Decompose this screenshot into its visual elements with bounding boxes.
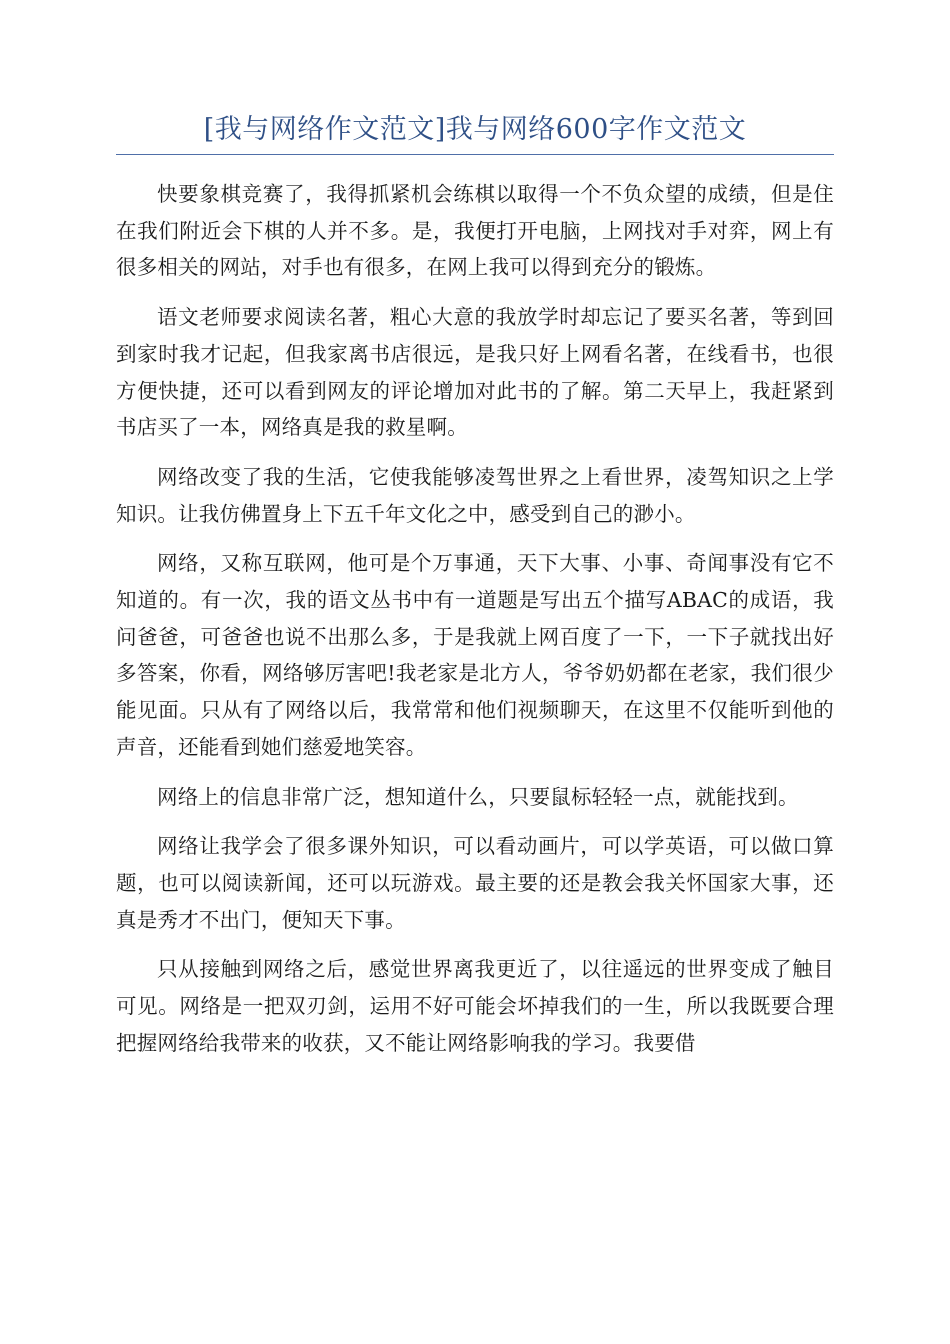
document-body xyxy=(116,176,834,1074)
paragraph: 网络，又称互联网，他可是个万事通，天下大事、小事、奇闻事没有它不知道的。有一次，我的语文丛书中有一道题是写出五个描写ABAC的成语，我问爸爸，可爸爸也说不出那么多，于是我就上网百度了一下，一下子就找出好多答案，你看，网络够厉害吧!我老家是北方人，爷爷奶奶都在老家，我们很少能见面。只从有了网络以后，我常常和他们视频聊天，在这里不仅能听到他的声音，还能看到她们慈爱地笑容。 xyxy=(116,551,834,759)
document-title: [我与网络作文范文]我与网络600字作文范文 xyxy=(203,114,747,145)
title-underline xyxy=(116,154,834,155)
paragraph: 网络上的信息非常广泛，想知道什么，只要鼠标轻轻一点，就能找到。 xyxy=(157,784,799,809)
paragraph: 快要象棋竞赛了，我得抓紧机会练棋以取得一个不负众望的成绩，但是住在我们附近会下棋的人并不多。是，我便打开电脑，上网找对手对弈，网上有很多相关的网站，对手也有很多，在网上我可以得到充分的锻炼。 xyxy=(116,182,834,280)
paragraph: 网络让我学会了很多课外知识，可以看动画片，可以学英语，可以做口算题，也可以阅读新闻，还可以玩游戏。最主要的还是教会我关怀国家大事，还真是秀才不出门，便知天下事。 xyxy=(116,834,834,932)
paragraph: 语文老师要求阅读名著，粗心大意的我放学时却忘记了要买名著，等到回到家时我才记起，但我家离书店很远，是我只好上网看名著，在线看书，也很方便快捷，还可以看到网友的评论增加对此书的了解。第二天早上，我赶紧到书店买了一本，网络真是我的救星啊。 xyxy=(116,305,834,440)
paragraph: 网络改变了我的生活，它使我能够凌驾世界之上看世界，凌驾知识之上学知识。让我仿佛置身上下五千年文化之中，感受到自己的渺小。 xyxy=(116,464,834,526)
paragraph: 只从接触到网络之后，感觉世界离我更近了，以往遥远的世界变成了触目可见。网络是一把双刃剑，运用不好可能会坏掉我们的一生，所以我既要合理把握网络给我带来的收获，又不能让网络影响我的学习。我要借 xyxy=(116,957,834,1055)
